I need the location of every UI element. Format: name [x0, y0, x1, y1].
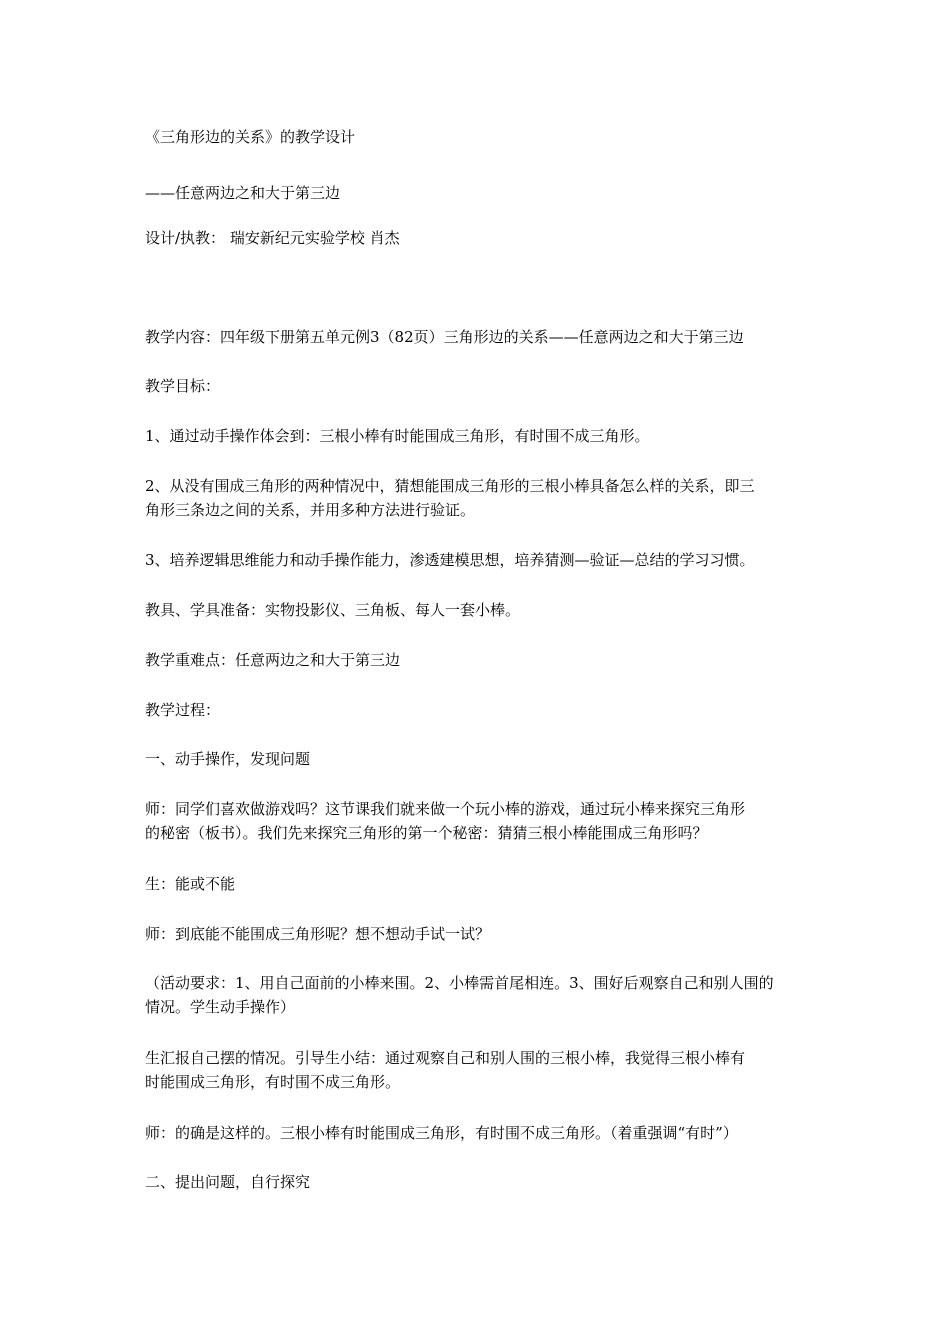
paragraph-3: 师：到底能不能围成三角形呢？想不想动手试一试？ — [145, 925, 491, 943]
key-points: 教学重难点：任意两边之和大于第三边 — [145, 651, 401, 669]
paragraph-6: 师：的确是这样的。三根小棒有时能围成三角形，有时围不成三角形。（着重强调“有时”） — [145, 1124, 738, 1142]
goal-2-line-1: 2、从没有围成三角形的两种情况中，猜想能围成三角形的三根小棒具备怎么样的关系，即三 — [145, 477, 755, 495]
author-line: 设计/执教： 瑞安新纪元实验学校 肖杰 — [145, 229, 400, 247]
section-2-heading: 二、提出问题，自行探究 — [145, 1173, 311, 1191]
paragraph-4-line-2: 情况。学生动手操作） — [145, 998, 296, 1016]
paragraph-5-line-2: 时能围成三角形，有时围不成三角形。 — [145, 1073, 401, 1091]
paragraph-1 — [145, 797, 810, 845]
document-subtitle: ——任意两边之和大于第三边 — [145, 184, 341, 202]
paragraph-4 — [145, 971, 810, 1019]
goal-3: 3、培养逻辑思维能力和动手操作能力，渗透建模思想，培养猜测—验证—总结的学习习惯。 — [145, 551, 755, 569]
process-heading: 教学过程： — [145, 701, 221, 719]
paragraph-4-line-1: （活动要求：1、用自己面前的小棒来围。2、小棒需首尾相连。3、围好后观察自己和别人围的 — [145, 974, 774, 992]
paragraph-2: 生：能或不能 — [145, 875, 236, 893]
paragraph-1-line-1: 师：同学们喜欢做游戏吗？这节课我们就来做一个玩小棒的游戏，通过玩小棒来探究三角形 — [145, 800, 746, 818]
goal-2-line-2: 角形三条边之间的关系，并用多种方法进行验证。 — [145, 501, 476, 519]
teaching-content: 教学内容：四年级下册第五单元例3（82页）三角形边的关系——任意两边之和大于第三边 — [145, 328, 744, 346]
goal-2 — [145, 474, 810, 522]
document-title: 《三角形边的关系》的教学设计 — [145, 128, 356, 146]
goals-heading: 教学目标： — [145, 377, 221, 395]
tools-preparation: 教具、学具准备：实物投影仪、三角板、每人一套小棒。 — [145, 601, 521, 619]
paragraph-5-line-1: 生汇报自己摆的情况。引导生小结：通过观察自己和别人围的三根小棒，我觉得三根小棒有 — [145, 1049, 746, 1067]
paragraph-5 — [145, 1046, 810, 1094]
goal-1: 1、通过动手操作体会到：三根小棒有时能围成三角形，有时围不成三角形。 — [145, 427, 650, 445]
section-1-heading: 一、动手操作，发现问题 — [145, 750, 311, 768]
paragraph-1-line-2: 的秘密（板书）。我们先来探究三角形的第一个秘密：猜猜三根小棒能围成三角形吗？ — [145, 824, 708, 842]
